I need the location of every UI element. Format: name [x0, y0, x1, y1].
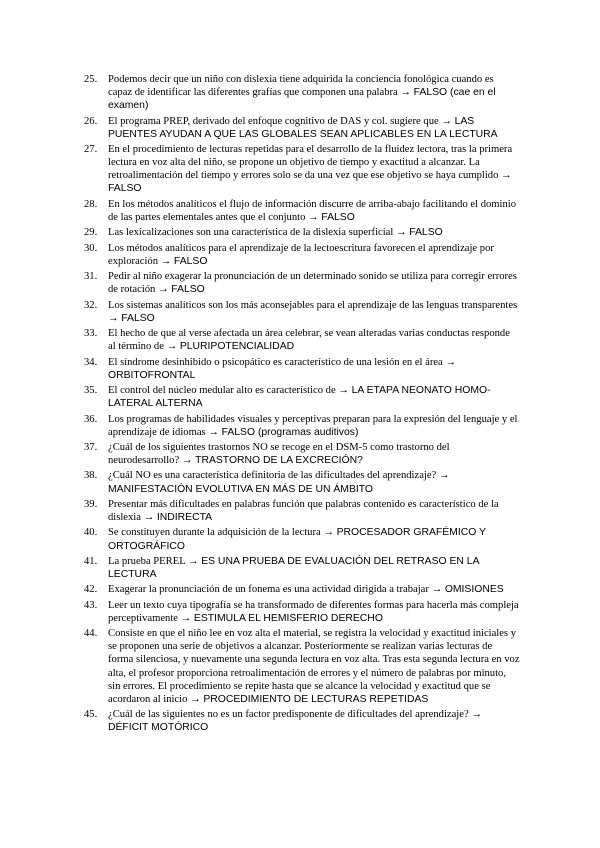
list-item [84, 498, 520, 524]
item-number: 27. [84, 144, 98, 156]
arrow-icon: → [180, 612, 192, 624]
arrow-icon: → [441, 115, 452, 127]
list-item [84, 242, 520, 268]
item-number: 30. [84, 242, 98, 254]
item-text [108, 226, 520, 239]
item-text [108, 441, 520, 467]
item-text [108, 555, 520, 581]
arrow-icon: → [187, 555, 199, 567]
answer-text: FALSO [171, 284, 205, 296]
item-number: 32. [84, 299, 98, 311]
question-text: En los métodos analíticos el flujo de información discurre de arriba-abajo facilitando el dominio de las partes elementales antes que el conjunto [108, 198, 517, 223]
item-text [108, 627, 520, 706]
item-text [108, 270, 520, 296]
arrow-icon: → [158, 284, 169, 296]
arrow-icon: → [395, 227, 407, 239]
question-text: Los programas de habilidades visuales y perceptivas preparan para la expresión del lenguaje y el aprendizaje de idiomas [108, 413, 518, 438]
question-text: ¿Cuál de los siguientes trastornos NO se recoge en el DSM-5 como trastorno del neurodesarrollo? [108, 442, 450, 467]
answer-text: MANIFESTACIÓN EVOLUTIVA EN MÁS DE UN ÁMBITO [108, 483, 373, 495]
arrow-icon: → [208, 426, 219, 438]
item-text [108, 583, 520, 596]
arrow-icon: → [143, 512, 155, 524]
list-item [84, 299, 520, 325]
item-text [108, 242, 520, 268]
question-text: Los sistemas analíticos son los más aconsejables para el aprendizaje de las lenguas transparentes [108, 299, 518, 311]
question-text: Consiste en que el niño lee en voz alta el material, se registra la velocidad y exactitud iniciales y se proponen una serie de objetivos a alcanzar. Posteriormente se realizan varias lecturas de forma silenciosa, y nuevamente una segunda lectura en voz alta. Tras esta segunda lectura en voz alta, el profesor proporciona retroalimentación de errores y el número de palabras por minuto, sin errores. El procedimiento se repite hasta que se alcance la velocidad y exactitud que se acordaron al inicio [108, 628, 520, 705]
answer-text: FALSO (programas auditivos) [221, 426, 359, 438]
item-text [108, 384, 520, 410]
list-item [84, 327, 520, 353]
question-text: Presentar más dificultades en palabras función que palabras contenido es característico de la dislexia [108, 498, 499, 524]
arrow-icon: → [323, 527, 334, 539]
item-number: 31. [84, 271, 98, 283]
arrow-icon: → [431, 584, 443, 596]
question-text: El control del núcleo medular alto es característico de [108, 385, 336, 397]
list-item [84, 469, 520, 495]
arrow-icon: → [160, 255, 172, 267]
question-text: El hecho de que al verse afectada un área celebrar, se vean alteradas varias conductas responde al término de [108, 328, 510, 353]
question-text: Pedir al niño exagerar la pronunciación de un determinado sonido se utiliza para corregir errores de rotación [108, 271, 517, 296]
list-item [84, 198, 520, 224]
list-item [84, 526, 520, 552]
item-text [108, 115, 520, 141]
question-text: Leer un texto cuya tipografía se ha transformado de diferentes formas para hacerla más compleja perceptivamente [108, 599, 519, 624]
arrow-icon: → [338, 385, 349, 397]
item-number: 29. [84, 227, 98, 239]
list-item [84, 270, 520, 296]
item-number: 45. [84, 709, 98, 721]
answer-text: FALSO (cae en el examen) [108, 87, 496, 112]
list-item [84, 226, 520, 239]
item-text [108, 469, 520, 495]
list-item [84, 73, 520, 112]
answer-text: TRASTORNO DE LA EXCRECIÓN? [195, 455, 363, 467]
answer-text: PROCESADOR GRAFÉMICO Y ORTOGRÁFICO [108, 527, 486, 552]
question-text: ¿Cuál de las siguientes no es un factor predisponente de dificultades del aprendizaje? [108, 709, 469, 721]
answer-text: LA ETAPA NEONATO HOMO-LATERAL ALTERNA [108, 385, 491, 410]
arrow-icon: → [400, 87, 411, 99]
item-text [108, 327, 520, 353]
answer-text: ES UNA PRUEBA DE EVALUACIÓN DEL RETRASO EN LA LECTURA [108, 555, 479, 581]
item-number: 40. [84, 527, 98, 539]
list-item [84, 441, 520, 467]
question-text: La prueba PEREL [108, 555, 186, 567]
answer-text: INDIRECTA [156, 512, 213, 524]
item-number: 41. [84, 555, 98, 567]
question-text: ¿Cuál NO es una característica definitoria de las dificultades del aprendizaje? [108, 470, 437, 482]
question-text: Las lexicalizaciones son una característica de la dislexia superficial [108, 227, 394, 239]
item-text [108, 356, 520, 382]
item-number: 38. [84, 470, 98, 482]
item-text [108, 708, 520, 734]
question-text: Se constituyen durante la adquisición de la lectura [108, 527, 321, 539]
item-text [108, 143, 520, 195]
list-item [84, 115, 520, 141]
answer-text: OMISIONES [444, 584, 504, 596]
arrow-icon: → [308, 211, 319, 223]
item-number: 39. [84, 498, 98, 510]
item-number: 35. [84, 385, 98, 397]
item-number: 36. [84, 413, 98, 425]
item-number: 37. [84, 442, 98, 453]
list-item [84, 384, 520, 410]
question-text: Exagerar la pronunciación de un fonema es una actividad dirigida a trabajar [108, 584, 429, 596]
item-number: 26. [84, 115, 98, 127]
item-text [108, 599, 520, 625]
question-text: Podemos decir que un niño con dislexia tiene adquirida la conciencia fonológica cuando es capaz de identificar las diferentes grafías que componen una palabra [108, 74, 494, 99]
answer-text: FALSO [121, 312, 155, 324]
question-text: Los métodos analíticos para el aprendizaje de la lectoescritura favorecen el aprendizaje por exploración [108, 242, 494, 267]
answer-text: FALSO [108, 183, 142, 195]
question-text: En el procedimiento de lecturas repetidas para el desarrollo de la fluidez lectora, tras la primera lectura en voz alta del niño, se propone un objetivo de tiempo y exactitud a alcanzar. La retroalimentación del tiempo y errores solo se da una vez que ese objetivo se haya cumplido [108, 144, 513, 182]
list-item [84, 708, 520, 734]
item-number: 33. [84, 328, 98, 340]
item-text [108, 73, 520, 112]
arrow-icon: → [438, 470, 450, 482]
arrow-icon: → [166, 341, 178, 353]
answer-text: FALSO [173, 255, 208, 267]
list-item [84, 599, 520, 625]
arrow-icon: → [501, 170, 512, 182]
item-text [108, 198, 520, 224]
item-text [108, 498, 520, 524]
answer-text: LAS PUENTES AYUDAN A QUE LAS GLOBALES SEAN APLICABLES EN LA LECTURA [108, 115, 498, 140]
answer-text: PROCEDIMIENTO DE LECTURAS REPETIDAS [203, 693, 429, 705]
arrow-icon: → [445, 356, 457, 368]
list-item [84, 555, 520, 581]
item-number: 44. [84, 628, 98, 640]
item-number: 43. [84, 599, 98, 611]
list-item [84, 413, 520, 439]
item-number: 42. [84, 584, 98, 596]
answer-text: ORBITOFRONTAL [108, 369, 196, 381]
list-item [84, 143, 520, 195]
arrow-icon: → [190, 693, 201, 705]
list-item [84, 627, 520, 706]
item-text [108, 413, 520, 439]
answer-text: DÉFICIT MOTÓRICO [108, 722, 209, 734]
list-item [84, 583, 520, 596]
question-text: El programa PREP, derivado del enfoque cognitivo de DAS y col. sugiere que [108, 115, 439, 127]
answer-text: FALSO [321, 211, 355, 223]
list-item [84, 356, 520, 382]
answer-text: ESTIMULA EL HEMISFERIO DERECHO [193, 612, 383, 624]
item-number: 34. [84, 356, 98, 368]
arrow-icon: → [471, 709, 482, 721]
item-text [108, 299, 520, 325]
answer-text: PLURIPOTENCIALIDAD [179, 341, 295, 353]
arrow-icon: → [108, 312, 119, 324]
question-text: El síndrome desinhibido o psicopático es característico de una lesión en el área [108, 356, 443, 368]
answer-text: FALSO [409, 227, 443, 239]
question-list [84, 73, 520, 737]
item-text [108, 526, 520, 552]
item-number: 28. [84, 198, 98, 210]
arrow-icon: → [181, 455, 193, 467]
item-number: 25. [84, 74, 98, 85]
